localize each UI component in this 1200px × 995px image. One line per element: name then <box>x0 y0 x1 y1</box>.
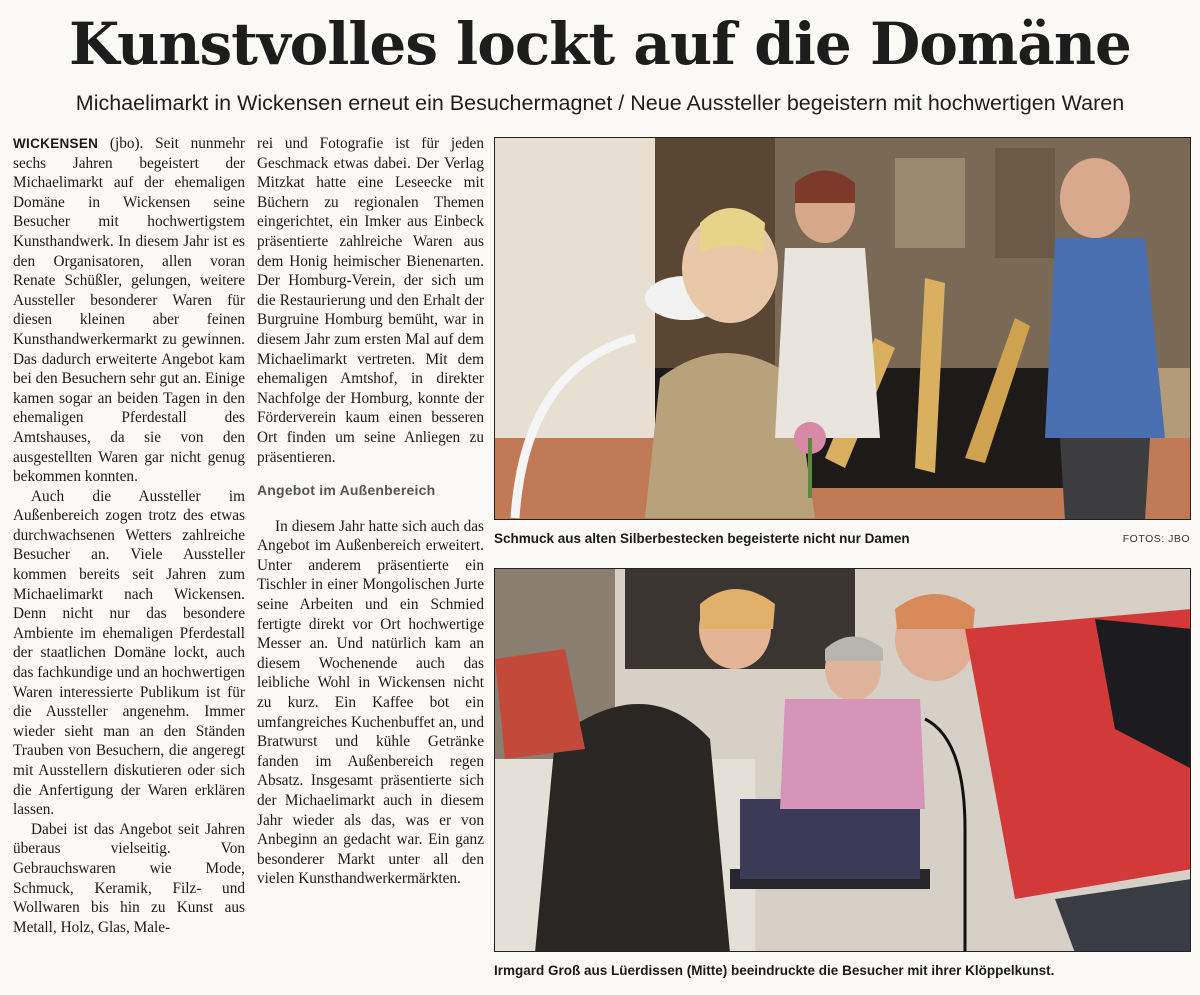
paragraph: In diesem Jahr hatte sich auch das Angebot im Außenbereich erweitert. Unter anderem präsentierte ein Tischler in einer Mongolischen Jurte seine Arbeiten und ein Schmied fertigte direkt vor Ort hochwertige Messer an. Und natürlich kam an diesem Wochenende auch das leibliche Wohl in Wickensen nicht zu kurz. Ein Kaffee bot ein umfangreiches Kuchenbuffet an, und Bratwurst und kühle Getränke fanden im Außenbereich regen Absatz. Insgesamt präsentierte sich der Michaelimarkt auch in diesem Jahr wieder als das, was er von Anbeginn an gedacht war. Ein ganz besonderer Markt unter all den vielen Kunsthandwerkermärkten. <box>257 517 484 888</box>
photo-caption-1: Schmuck aus alten Silberbestecken begeisterte nicht nur Damen <box>494 531 910 546</box>
headline: Kunstvolles lockt auf die Domäne <box>69 10 1131 78</box>
paragraph: rei und Fotografie ist für jeden Geschmack etwas dabei. Der Verlag Mitzkat hatte eine Leseecke mit Büchern zu regionalen Themen eingerichtet, ein Imker aus Einbeck präsentierte zahlreiche Waren aus dem Honig heimischer Bienenarten. Der Homburg-Verein, der sich um die Restaurierung und den Erhalt der Burgruine Homburg bemüht, war in diesem Jahr zum ersten Mal auf dem Michaelimarkt vertreten. Mit dem ehemaligen Amtshof, in direkter Nachfolge der Homburg, konnte der Förderverein kaum einen besseren Ort finden um seine Anliegen zu präsentieren. <box>257 135 484 466</box>
photo-jewelry-stand <box>494 137 1191 520</box>
paragraph-text: Seit nunmehr sechs Jahren begeistert der Michaelimarkt auf der ehemaligen Domäne in Wickensen seine Besucher mit hochwertigstem Kunsthandwerk. In diesem Jahr ist es den Organisatoren, allen voran Renate Schüßler, gelungen, weitere Aussteller besonderer Waren für diesen kleinen aber feinen Kunsthandwerkermarkt zu gewinnen. Das dadurch erweiterte Angebot kam bei den Besuchern sehr gut an. Einige kamen sogar an beiden Tagen in den ehemaligen Pferdestall des Amtshauses, da sie von den ausgestellten Waren gar nicht genug bekommen konnten. <box>13 135 245 486</box>
paragraph: Auch die Aussteller im Außenbereich zogen trotz des etwas durchwachsenen Wetters zahlreiche Besucher an. Viele Aussteller kommen bereits seit Jahren zum Michaelimarkt nach Wickensen. Denn nicht nur das besondere Ambiente im ehemaligen Pferdestall der staatlichen Domäne lockt, auch das fachkundige und an hochwertigen Waren interessierte Publikum ist für die Aussteller angenehm. Immer wieder sieht man an den Ständen Trauben von Besuchern, die angeregt mit Ausstellern diskutieren oder sich die Anfertigung der Waren erklären lassen. <box>13 487 245 819</box>
subheadline: Michaelimarkt in Wickensen erneut ein Besuchermagnet / Neue Aussteller begeistern mit hochwertigen Waren <box>75 91 1125 115</box>
article-column-1 <box>13 134 245 937</box>
section-subhead: Angebot im Außenbereich <box>257 482 436 499</box>
article-column-2 <box>257 134 484 889</box>
dateline: WICKENSEN <box>13 136 99 151</box>
paragraph <box>13 134 245 487</box>
paragraph: Dabei ist das Angebot seit Jahren überaus vielseitig. Von Gebrauchswaren wie Mode, Schmuck, Keramik, Filz- und Wollwaren bis hin zu Kunst aus Metall, Holz, Glas, Male- <box>13 820 245 936</box>
photo-credit: FOTOS: JBO <box>1122 533 1190 545</box>
photo-lace-maker <box>494 568 1191 952</box>
byline: (jbo). <box>98 135 156 152</box>
photo-caption-2: Irmgard Groß aus Lüerdissen (Mitte) beeindruckte die Besucher mit ihrer Klöppelkunst. <box>494 963 1055 978</box>
